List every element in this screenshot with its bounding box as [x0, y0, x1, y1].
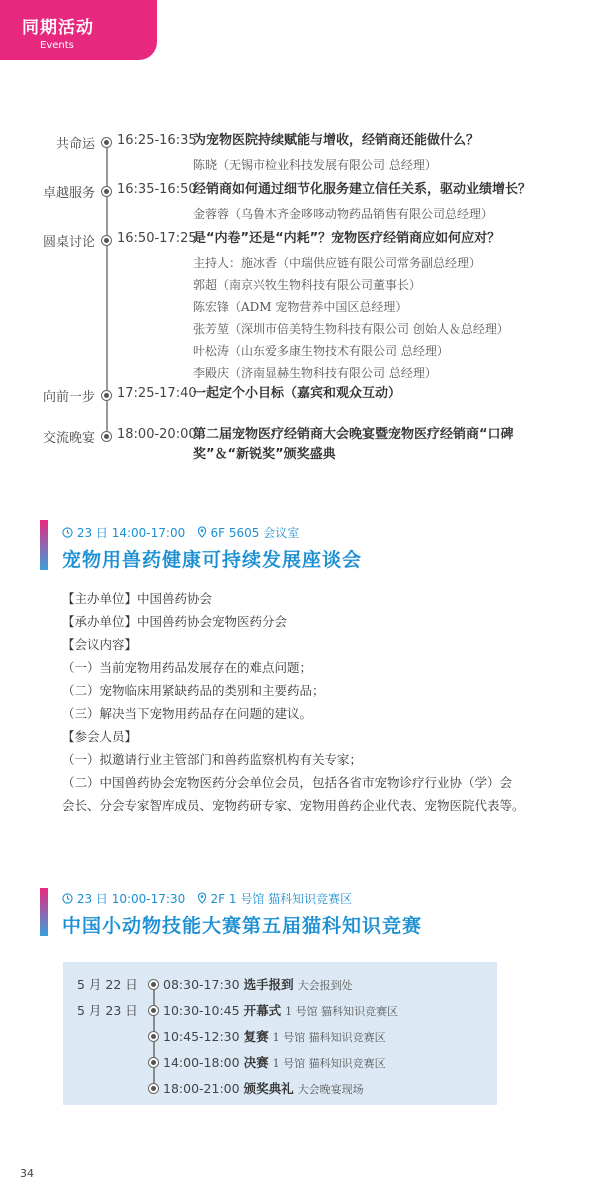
session-name: 决赛: [243, 1055, 269, 1070]
timeline-dot-icon: [101, 390, 112, 401]
schedule-label: 向前一步: [42, 390, 95, 405]
session-name: 选手报到: [243, 977, 294, 992]
competition-row: [63, 1053, 497, 1073]
event-time: 23 日 10:00-17:30: [76, 892, 186, 906]
time-text: 14:00-18:00: [163, 1055, 240, 1070]
competition-row: [63, 1027, 497, 1047]
time-text: 08:30-17:30: [163, 977, 240, 992]
section-subtitle: Events: [40, 40, 74, 51]
schedule-label: 卓越服务: [42, 186, 95, 201]
schedule-time: 16:50-17:25: [117, 231, 197, 246]
moderator: 主持人：施冰香（中瑞供应链有限公司常务副总经理）: [193, 256, 482, 270]
event-time: 23 日 14:00-17:00: [76, 526, 186, 540]
panelist: 郭超（南京兴牧生物科技有限公司董事长）: [193, 278, 422, 292]
section-header-tab: [0, 0, 157, 60]
timeline-dot-icon: [101, 431, 112, 442]
session-location: 1 号馆 猫科知识竞赛区: [272, 1031, 386, 1044]
schedule-label: 圆桌讨论: [42, 235, 95, 250]
page-number: 34: [20, 1167, 34, 1180]
section-heading: 【参会人员】: [62, 729, 138, 744]
timeline-dot-icon: [148, 1057, 159, 1068]
timeline-dot-icon: [148, 1083, 159, 1094]
schedule-time: 16:25-16:35: [117, 133, 197, 148]
competition-time: [163, 1027, 386, 1045]
location-pin-icon: [197, 892, 207, 904]
timeline-dot-icon: [148, 979, 159, 990]
timeline-dot-icon: [148, 1031, 159, 1042]
event-description: [62, 587, 562, 817]
session-location: 大会报到处: [297, 979, 353, 992]
time-text: 18:00-21:00: [163, 1081, 240, 1096]
event-meta: [62, 890, 352, 907]
schedule-time: 17:25-17:40: [117, 386, 197, 401]
schedule-label: 交流晚宴: [42, 431, 95, 446]
event-accent-bar: [40, 520, 48, 570]
content-item: （一）当前宠物用药品发展存在的难点问题；: [62, 660, 313, 675]
competition-date: 5 月 22 日: [77, 977, 138, 992]
competition-time: [163, 1079, 364, 1097]
session-name: 颁奖典礼: [243, 1081, 294, 1096]
competition-row: [63, 1079, 497, 1099]
content-item: （三）解决当下宠物用药品存在问题的建议。: [62, 706, 313, 721]
schedule-title: 经销商如何通过细节化服务建立信任关系，驱动业绩增长？: [193, 182, 532, 197]
section-heading: 【会议内容】: [62, 637, 138, 652]
session-name: 复赛: [243, 1029, 269, 1044]
co-organizer-line: 【承办单位】中国兽药协会宠物医药分会: [62, 614, 288, 629]
panelist: 叶松涛（山东爱多康生物技术有限公司 总经理）: [193, 344, 449, 358]
competition-date: 5 月 23 日: [77, 1003, 138, 1018]
timeline-dot-icon: [101, 137, 112, 148]
organizer-line: 【主办单位】中国兽药协会: [62, 591, 213, 606]
location-pin-icon: [197, 526, 207, 538]
event-location: 2F 1 号馆 猫科知识竞赛区: [210, 892, 353, 906]
schedule-title: 是“内卷”还是“内耗”？宠物医疗经销商应如何应对？: [193, 231, 501, 246]
speaker: 陈晓（无锡市检业科技发展有限公司 总经理）: [193, 158, 437, 172]
event-accent-bar: [40, 888, 48, 936]
attendee-item: （一）拟邀请行业主管部门和兽药监察机构有关专家；: [62, 752, 363, 767]
schedule-title: 一起定个小目标（嘉宾和观众互动）: [193, 386, 402, 401]
clock-icon: [62, 527, 73, 538]
timeline-dot-icon: [148, 1005, 159, 1016]
time-text: 10:30-10:45: [163, 1003, 240, 1018]
content-item: （二）宠物临床用紧缺药品的类别和主要药品；: [62, 683, 325, 698]
competition-time: [163, 1001, 398, 1019]
event-location: 6F 5605 会议室: [210, 526, 300, 540]
session-location: 大会晚宴现场: [297, 1083, 364, 1096]
competition-time: [163, 1053, 386, 1071]
schedule-label: 共命运: [55, 137, 95, 152]
session-location: 1 号馆 猫科知识竞赛区: [272, 1057, 386, 1070]
competition-row: [63, 1001, 497, 1021]
speaker: 金蓉蓉（乌鲁木齐金哆哆动物药品销售有限公司总经理）: [193, 207, 494, 221]
panelist: 张芳堃（深圳市倍美特生物科技有限公司 创始人＆总经理）: [193, 322, 509, 336]
attendee-item-cont: 会长、分会专家智库成员、宠物药研专家、宠物用兽药企业代表、宠物医院代表等。: [62, 798, 525, 813]
event-title: 中国小动物技能大赛第五届猫科知识竞赛: [62, 915, 423, 937]
time-text: 10:45-12:30: [163, 1029, 240, 1044]
schedule-title: 第二届宠物医疗经销商大会晚宴暨宠物医疗经销商“口碑奖”＆“新锐奖”颁奖盛典: [193, 427, 514, 462]
attendee-item: （二）中国兽药协会宠物医药分会单位会员，包括各省市宠物诊疗行业协（学）会: [62, 775, 513, 790]
panelist: 陈宏锋（ADM 宠物营养中国区总经理）: [193, 300, 408, 314]
competition-time: [163, 975, 353, 993]
section-title: 同期活动: [22, 18, 94, 38]
timeline-dot-icon: [101, 186, 112, 197]
schedule-title: 为宠物医院持续赋能与增收，经销商还能做什么？: [193, 133, 480, 148]
schedule-time: 16:35-16:50: [117, 182, 197, 197]
schedule-time: 18:00-20:00: [117, 427, 197, 442]
timeline-dot-icon: [101, 235, 112, 246]
competition-row: [63, 975, 497, 995]
session-location: 1 号馆 猫科知识竞赛区: [285, 1005, 399, 1018]
event-meta: [62, 524, 299, 541]
session-name: 开幕式: [243, 1003, 282, 1018]
event-title: 宠物用兽药健康可持续发展座谈会: [62, 549, 363, 571]
panelist: 李殿庆（济南显赫生物科技有限公司 总经理）: [193, 366, 437, 380]
clock-icon: [62, 893, 73, 904]
